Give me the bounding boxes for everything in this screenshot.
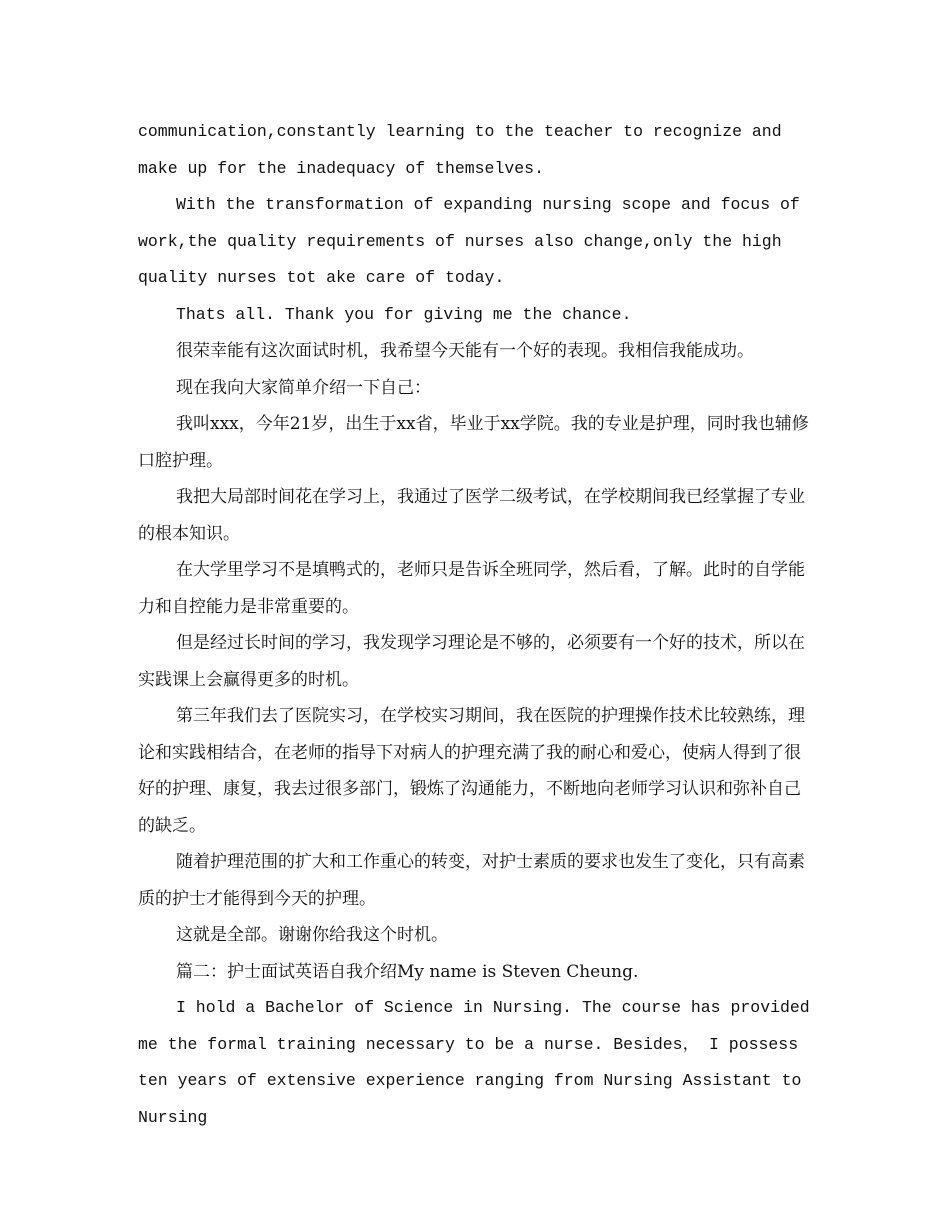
- document-body: [138, 114, 813, 1136]
- paragraph-1: communication,constantly learning to the teacher to recognize and make up for the inadequacy of themselves.: [138, 122, 782, 178]
- paragraph-2: With the transformation of expanding nursing scope and focus of work,the quality requirements of nurses also change,only the high quality nurses tot ake care of today.: [138, 195, 800, 287]
- paragraph-14: I hold a Bachelor of Science in Nursing. The course has provided me the formal training necessary to be a nurse. Besides， I possess ten years of extensive experience ranging from Nursing Assistant to Nursing: [138, 998, 810, 1127]
- paragraph-10: 第三年我们去了医院实习，在学校实习期间，我在医院的护理操作技术比较熟练，理论和实践相结合，在老师的指导下对病人的护理充满了我的耐心和爱心，使病人得到了很好的护理、康复，我去过很多部门，锻炼了沟通能力，不断地向老师学习认识和弥补自己的缺乏。: [138, 706, 805, 836]
- paragraph-6: 我叫xxx，今年21岁，出生于xx省，毕业于xx学院。我的专业是护理，同时我也辅修口腔护理。: [138, 414, 809, 471]
- paragraph-3: Thats all. Thank you for giving me the chance.: [176, 304, 632, 324]
- paragraph-7: 我把大局部时间花在学习上，我通过了医学二级考试，在学校期间我已经掌握了专业的根本知识。: [138, 487, 805, 544]
- paragraph-4: 很荣幸能有这次面试时机，我希望今天能有一个好的表现。我相信我能成功。: [176, 341, 754, 361]
- paragraph-9: 但是经过长时间的学习，我发现学习理论是不够的，必须要有一个好的技术，所以在实践课上会赢得更多的时机。: [138, 633, 805, 690]
- paragraph-8: 在大学里学习不是填鸭式的，老师只是告诉全班同学，然后看，了解。此时的自学能力和自控能力是非常重要的。: [138, 560, 805, 617]
- paragraph-5: 现在我向大家简单介绍一下自己：: [176, 377, 431, 398]
- paragraph-11: 随着护理范围的扩大和工作重心的转变，对护士素质的要求也发生了变化，只有高素质的护士才能得到今天的护理。: [138, 852, 805, 909]
- section-heading: 篇二：护士面试英语自我介绍My name is Steven Cheung.: [176, 961, 639, 982]
- paragraph-12: 这就是全部。谢谢你给我这个时机。: [176, 925, 448, 945]
